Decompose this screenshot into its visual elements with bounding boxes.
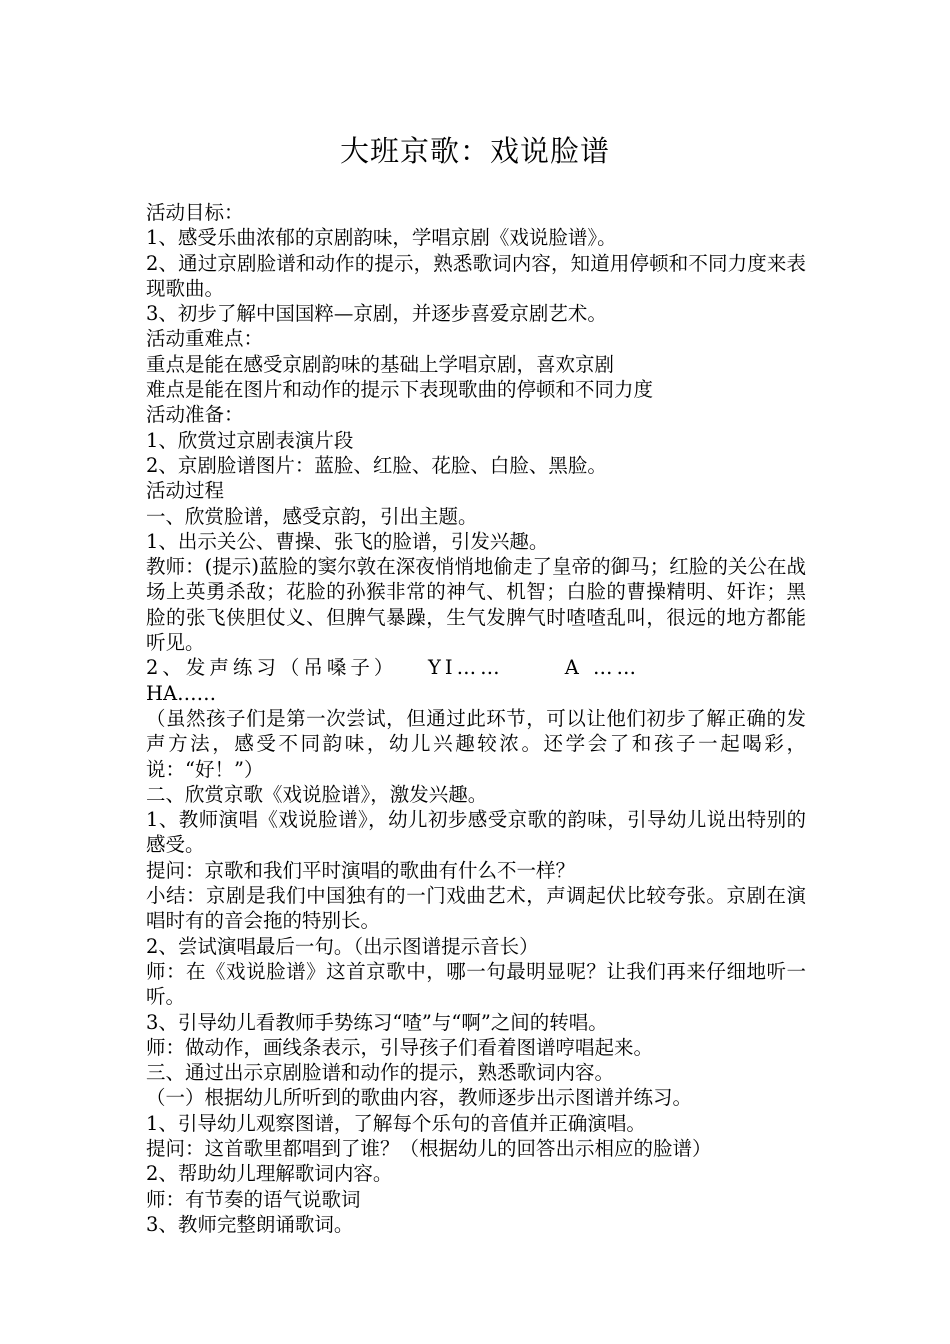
document-body (146, 200, 806, 1237)
goal-item-1: 1、感受乐曲浓郁的京剧韵味，学唱京剧《戏说脸谱》。 (146, 226, 617, 250)
process-step-1-heading: 一、欣赏脸谱，感受京韵，引出主题。 (146, 504, 478, 528)
paragraph: 师：有节奏的语气说歌词 (146, 1187, 361, 1211)
process-step-3-heading: 三、通过出示京剧脸谱和动作的提示，熟悉歌词内容。 (146, 1061, 615, 1085)
paragraph: 2、尝试演唱最后一句。（出示图谱提示音长） (146, 934, 539, 958)
paragraph: 3、引导幼儿看教师手势练习“喳”与“啊”之间的转唱。 (146, 1010, 608, 1034)
goal-item-2: 2、通过京剧脸谱和动作的提示，熟悉歌词内容，知道用停顿和不同力度来表现歌曲。 (146, 251, 806, 300)
section-heading-key-points: 活动重难点： (146, 327, 264, 351)
section-heading-process: 活动过程 (146, 479, 225, 503)
preparation-item-2: 2、京剧脸谱图片：蓝脸、红脸、花脸、白脸、黑脸。 (146, 453, 607, 477)
paragraph: 提问：京歌和我们平时演唱的歌曲有什么不一样？ (146, 858, 576, 882)
paragraph: 2、帮助幼儿理解歌词内容。 (146, 1162, 393, 1186)
key-point: 重点是能在感受京剧韵味的基础上学唱京剧，喜欢京剧 (146, 352, 615, 376)
paragraph: （虽然孩子们是第一次尝试，但通过此环节，可以让他们初步了解正确的发声方法，感受不同韵味，幼儿兴趣较浓。还学会了和孩子一起喝彩，说：“好！”） (146, 706, 806, 781)
paragraph: 提问：这首歌里都唱到了谁？（根据幼儿的回答出示相应的脸谱） (146, 1136, 712, 1160)
paragraph: 3、教师完整朗诵歌词。 (146, 1212, 354, 1236)
paragraph: 师：在《戏说脸谱》这首京歌中，哪一句最明显呢？让我们再来仔细地听一听。 (146, 959, 806, 1009)
section-heading-goals: 活动目标： (146, 201, 244, 224)
paragraph: （一）根据幼儿所听到的歌曲内容，教师逐步出示图谱并练习。 (146, 1086, 693, 1110)
preparation-item-1: 1、欣赏过京剧表演片段 (146, 428, 354, 452)
section-heading-preparation: 活动准备： (146, 403, 244, 427)
paragraph: 小结：京剧是我们中国独有的一门戏曲艺术，声调起伏比较夸张。京剧在演唱时有的音会拖的特别长。 (146, 884, 806, 933)
vocal-practice-line: 2、发声练习（吊嗓子） YI…… A …… (146, 656, 641, 680)
process-step-2-heading: 二、欣赏京歌《戏说脸谱》，激发兴趣。 (146, 782, 488, 806)
paragraph: 师：做动作，画线条表示，引导孩子们看着图谱哼唱起来。 (146, 1035, 654, 1059)
document-title: 大班京歌：戏说脸谱 (339, 134, 610, 168)
paragraph: 1、教师演唱《戏说脸谱》，幼儿初步感受京歌的韵味，引导幼儿说出特别的感受。 (146, 808, 806, 857)
goal-item-3: 3、初步了解中国国粹—京剧，并逐步喜爱京剧艺术。 (146, 302, 607, 326)
paragraph: HA…… (146, 681, 217, 705)
paragraph: 1、引导幼儿观察图谱，了解每个乐句的音值并正确演唱。 (146, 1111, 646, 1135)
paragraph: 1、出示关公、曹操、张飞的脸谱，引发兴趣。 (146, 529, 549, 553)
paragraph: 教师：(提示)蓝脸的窦尔敦在深夜悄悄地偷走了皇帝的御马；红脸的关公在战场上英勇杀敌；花脸的孙猴非常的神气、机智；白脸的曹操精明、奸诈；黑脸的张飞侠胆仗义、但脾气暴躁，生气发脾气时喳喳乱叫，很远的地方都能听见。 (146, 555, 806, 655)
difficult-point: 难点是能在图片和动作的提示下表现歌曲的停顿和不同力度 (146, 378, 654, 402)
